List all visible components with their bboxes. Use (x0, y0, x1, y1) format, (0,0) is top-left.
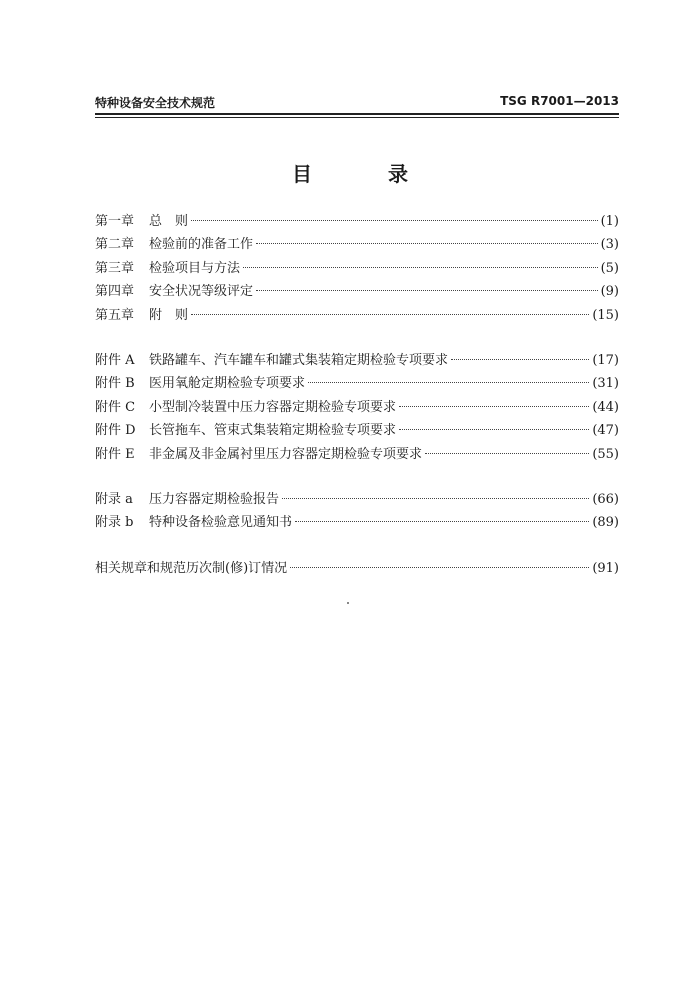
toc-entry[interactable] (95, 372, 619, 395)
header-series-title: 特种设备安全技术规范 (95, 96, 216, 110)
toc-dot-leader (282, 498, 589, 499)
toc-entry-page: (5) (600, 260, 619, 276)
toc-entry-title: 压力容器定期检验报告 (149, 491, 280, 507)
header-standard-code: TSG R7001—2013 (500, 94, 619, 108)
toc-entry-page: (91) (592, 560, 619, 576)
header-rule-thin (95, 117, 619, 118)
toc-dot-leader (295, 521, 589, 522)
header-rule-thick (95, 113, 619, 115)
toc-entry-title: 检验项目与方法 (149, 260, 241, 276)
toc-entry[interactable] (95, 349, 619, 372)
toc-entry-title: 总 则 (149, 214, 189, 229)
toc-entry-page: (9) (600, 284, 619, 300)
toc-entry-page: (55) (592, 446, 619, 462)
toc-entry-title: 长管拖车、管束式集装箱定期检验专项要求 (149, 423, 397, 439)
toc-entry[interactable] (95, 488, 619, 511)
toc-entry-page: (31) (592, 376, 619, 392)
toc-entry-page: (17) (592, 352, 619, 368)
toc-entry-number: 第二章 (95, 237, 135, 253)
toc-dot-leader (425, 453, 589, 454)
toc-entry-number: 附录 b (95, 515, 134, 531)
toc-entry[interactable] (95, 557, 619, 580)
toc-group (95, 557, 619, 580)
toc-entry[interactable] (95, 419, 619, 442)
page-title: 目 录 (292, 162, 436, 186)
toc-entry-number: 附件 E (95, 446, 135, 462)
toc-dot-leader (256, 290, 598, 291)
toc-entry[interactable] (95, 396, 619, 419)
toc-entry-title: 相关规章和规范历次制(修)订情况 (95, 560, 288, 576)
toc-entry-number: 附件 C (95, 399, 136, 415)
toc-entry-page: (66) (592, 491, 619, 507)
toc-entry-page: (89) (592, 515, 619, 531)
toc-entry-title: 小型制冷装置中压力容器定期检验专项要求 (149, 399, 397, 415)
toc-dot-leader (191, 220, 598, 221)
table-of-contents (95, 210, 619, 602)
toc-entry-page: (47) (592, 423, 619, 439)
toc-entry-number: 附件 A (95, 352, 135, 368)
toc-entry-title: 非金属及非金属衬里压力容器定期检验专项要求 (149, 446, 423, 462)
toc-entry-title: 特种设备检验意见通知书 (149, 515, 293, 531)
toc-entry[interactable] (95, 210, 619, 233)
toc-entry-number: 附件 B (95, 376, 135, 392)
toc-entry-number: 附录 a (95, 491, 133, 507)
toc-dot-leader (308, 382, 589, 383)
toc-entry-page: (3) (600, 237, 619, 253)
toc-entry[interactable] (95, 443, 619, 466)
toc-entry-number: 第五章 (95, 307, 135, 323)
toc-entry[interactable] (95, 233, 619, 256)
toc-entry-title: 铁路罐车、汽车罐车和罐式集装箱定期检验专项要求 (149, 352, 449, 368)
toc-dot-leader (399, 406, 589, 407)
toc-entry-page: (15) (592, 307, 619, 323)
toc-entry-number: 附件 D (95, 423, 136, 439)
running-header (95, 94, 619, 114)
scan-speck (347, 602, 349, 604)
toc-entry-number: 第三章 (95, 260, 135, 276)
toc-entry[interactable] (95, 304, 619, 327)
toc-dot-leader (290, 567, 589, 568)
toc-entry-title: 安全状况等级评定 (149, 284, 254, 300)
toc-dot-leader (243, 267, 598, 268)
toc-entry-page: (44) (592, 399, 619, 415)
toc-dot-leader (451, 359, 589, 360)
toc-dot-leader (256, 243, 598, 244)
toc-group (95, 210, 619, 327)
toc-entry[interactable] (95, 511, 619, 534)
toc-dot-leader (399, 429, 589, 430)
toc-entry-number: 第一章 (95, 214, 135, 229)
toc-dot-leader (191, 314, 589, 315)
toc-entry-number: 第四章 (95, 284, 135, 300)
toc-entry-title: 附 则 (149, 307, 189, 323)
toc-entry[interactable] (95, 257, 619, 280)
toc-entry-title: 医用氧舱定期检验专项要求 (149, 376, 306, 392)
toc-entry-title: 检验前的准备工作 (149, 237, 254, 253)
toc-group (95, 488, 619, 535)
toc-entry-page: (1) (600, 214, 619, 229)
toc-group (95, 349, 619, 466)
toc-entry[interactable] (95, 280, 619, 303)
